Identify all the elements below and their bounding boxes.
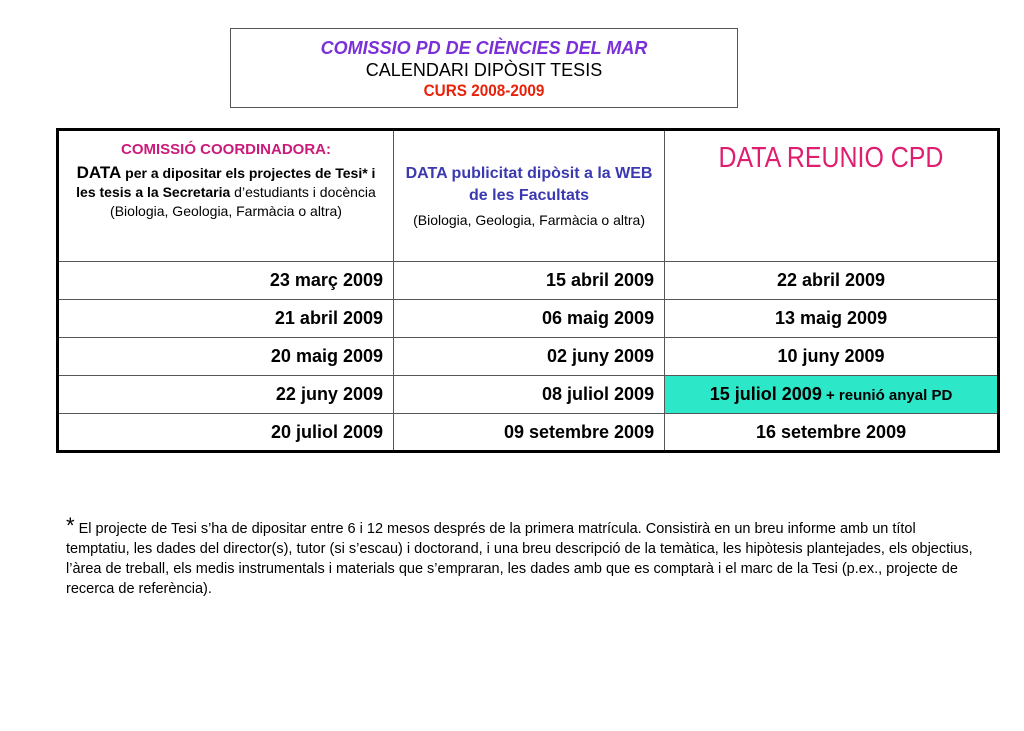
meeting-date-cell: 10 juny 2009 [665, 338, 999, 376]
publicity-faculties: (Biologia, Geologia, Farmàcia o altra) [413, 212, 645, 228]
footnote [66, 513, 976, 599]
table-row [58, 262, 999, 300]
publicity-date-cell: 06 maig 2009 [394, 300, 665, 338]
meeting-title: DATA REUNIO CPD [718, 142, 944, 174]
publicity-date-cell: 15 abril 2009 [394, 262, 665, 300]
publicity-title: DATA publicitat dipòsit a la WEB de les Facultats [405, 165, 653, 204]
commission-title: COMISSIO PD DE CIÈNCIES DEL MAR [320, 38, 648, 58]
deposit-date-cell: 20 juliol 2009 [58, 414, 394, 452]
table-row [58, 376, 999, 414]
coordinating-commission-label: COMISSIÓ COORDINADORA: [121, 141, 331, 158]
title-box [230, 28, 738, 108]
header-meeting-date [665, 130, 999, 262]
meeting-date-cell: 22 abril 2009 [665, 262, 999, 300]
deposit-description-bold: per a dipositar els projectes de Tesi* i les tesis a la Secretaria [76, 165, 376, 200]
deposit-date-cell: 20 maig 2009 [58, 338, 394, 376]
footnote-asterisk: * [66, 513, 75, 538]
course-year: CURS 2008-2009 [423, 81, 545, 100]
deposit-description-normal: d’estudiants i docència (Biologia, Geologia, Farmàcia o altra) [110, 184, 376, 219]
header-deposit-date [58, 130, 394, 262]
meeting-date: 15 juliol 2009 [709, 384, 822, 404]
deposit-date-cell: 23 març 2009 [58, 262, 394, 300]
publicity-date-cell: 02 juny 2009 [394, 338, 665, 376]
deposit-description [67, 163, 385, 221]
meeting-date-cell-highlighted [665, 376, 999, 414]
publicity-date-cell: 08 juliol 2009 [394, 376, 665, 414]
table-row [58, 300, 999, 338]
footnote-text: El projecte de Tesi s’ha de dipositar entre 6 i 12 mesos després de la primera matrícula. Consistirà en un breu informe amb un títol temptatiu, les dades del director(s), tutor (si s’escau) i doctorand, i una breu descripció de la temàtica, les hipòtesis plantejades, els objectius, l’àrea de treball, els medis instrumentals i materials que s’empraran, les dades amb que es comptarà i el marc de la Tesi (p.ex., projecte de recerca de referència). [66, 521, 973, 597]
table-row [58, 338, 999, 376]
calendar-title: CALENDARI DIPÒSIT TESIS [365, 60, 603, 80]
annual-meeting-note: + reunió anyal PD [821, 387, 953, 404]
header-publicity-date [394, 130, 665, 262]
table-row [58, 414, 999, 452]
publicity-date-cell: 09 setembre 2009 [394, 414, 665, 452]
deposit-date-cell: 21 abril 2009 [58, 300, 394, 338]
calendar-table [56, 128, 1000, 453]
deposit-date-cell: 22 juny 2009 [58, 376, 394, 414]
header-row [58, 130, 999, 262]
meeting-date-cell: 13 maig 2009 [665, 300, 999, 338]
meeting-date-cell: 16 setembre 2009 [665, 414, 999, 452]
data-word: DATA [76, 163, 122, 182]
